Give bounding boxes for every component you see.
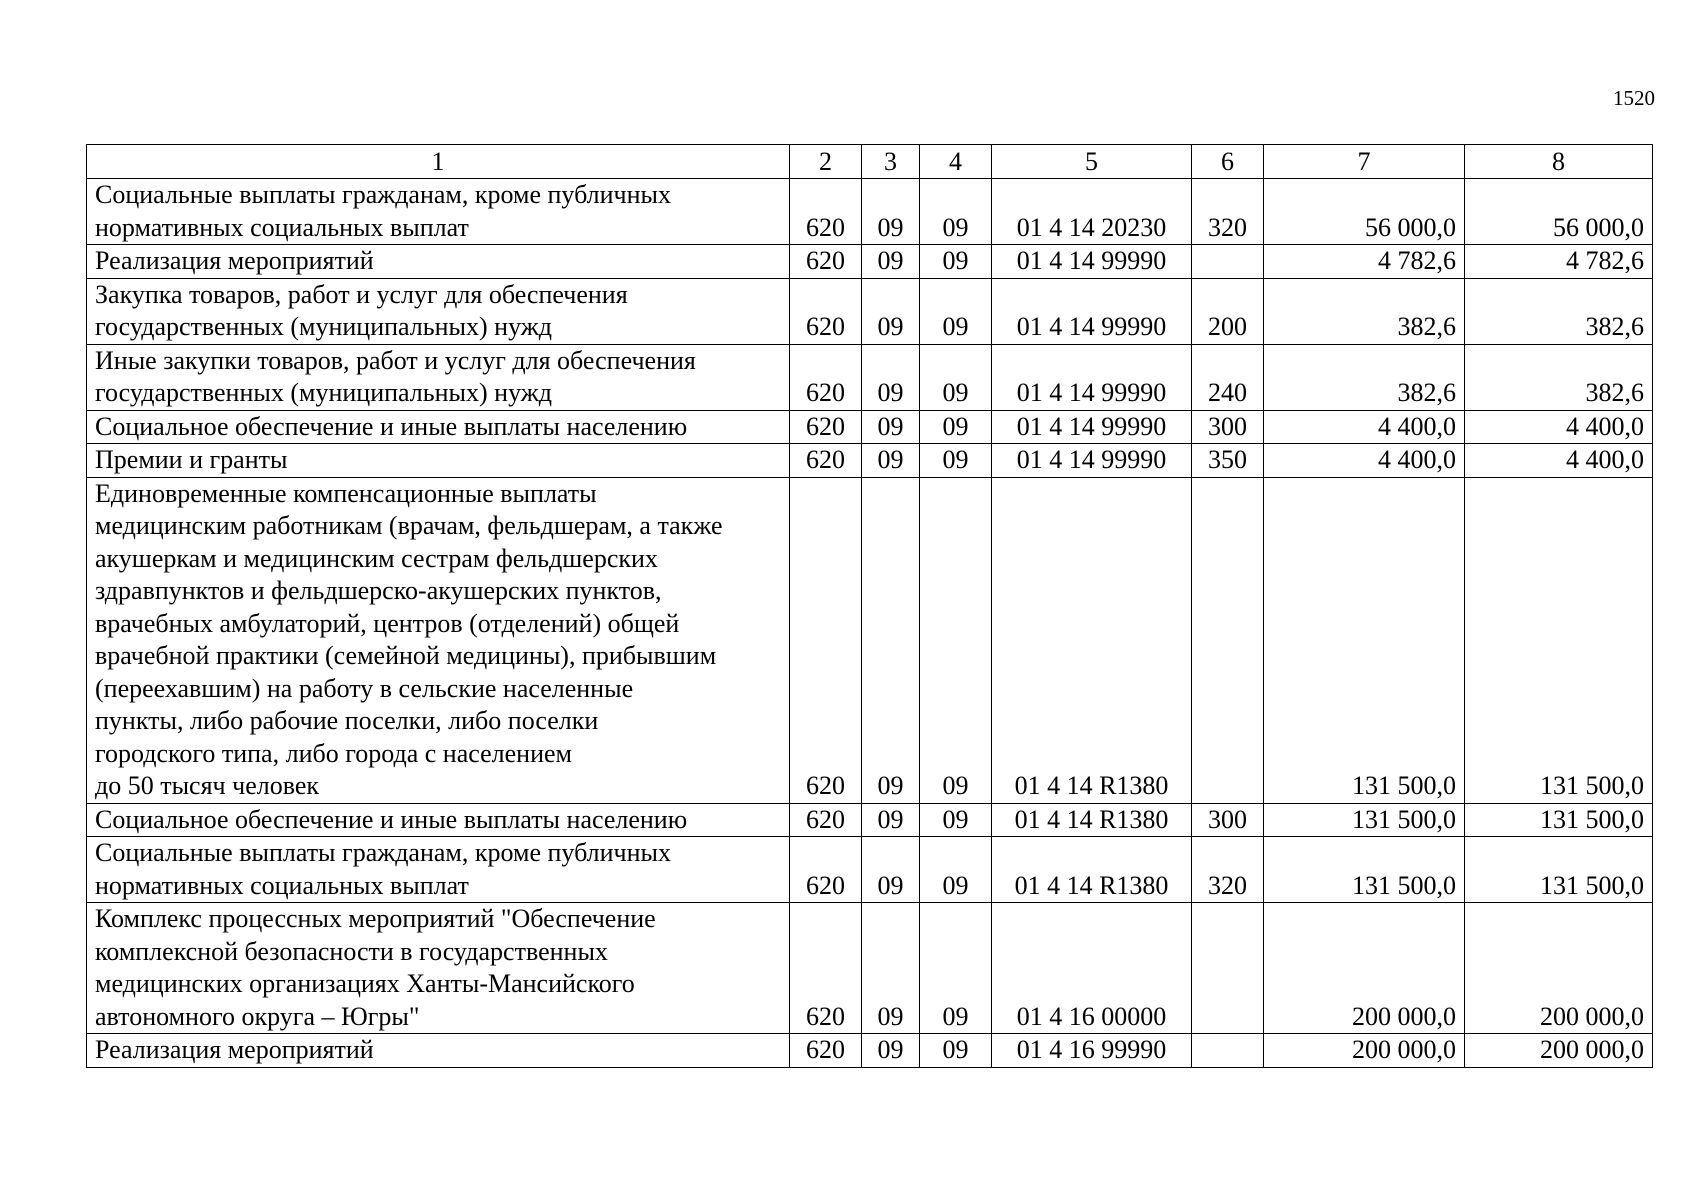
- cell-col-3: 09: [862, 803, 920, 837]
- cell-col-5: 01 4 14 R1380: [992, 803, 1192, 837]
- cell-col-6: 300: [1192, 803, 1264, 837]
- row-name: Иные закупки товаров, работ и услуг для обеспечения государственных (муниципальных) нужд: [87, 344, 790, 410]
- cell-col-7: 56 000,0: [1264, 179, 1465, 245]
- cell-col-8: 4 782,6: [1465, 245, 1653, 279]
- row-name: Социальные выплаты гражданам, кроме публичных нормативных социальных выплат: [87, 179, 790, 245]
- cell-col-7: 382,6: [1264, 344, 1465, 410]
- cell-col-3: 09: [862, 410, 920, 444]
- cell-col-5: 01 4 14 99990: [992, 444, 1192, 478]
- cell-col-6: 320: [1192, 179, 1264, 245]
- cell-col-3: 09: [862, 245, 920, 279]
- cell-col-2: 620: [790, 803, 862, 837]
- row-name: Социальные выплаты гражданам, кроме публичных нормативных социальных выплат: [87, 837, 790, 903]
- cell-col-2: 620: [790, 410, 862, 444]
- cell-col-3: 09: [862, 344, 920, 410]
- column-header: 2: [790, 145, 862, 179]
- cell-col-7: 382,6: [1264, 278, 1465, 344]
- cell-col-3: 09: [862, 278, 920, 344]
- page-number: 1520: [1613, 86, 1655, 110]
- cell-col-2: 620: [790, 1034, 862, 1068]
- row-name: Социальное обеспечение и иные выплаты населению: [87, 803, 790, 837]
- cell-col-3: 09: [862, 179, 920, 245]
- cell-col-4: 09: [920, 444, 992, 478]
- cell-col-4: 09: [920, 179, 992, 245]
- cell-col-8: 4 400,0: [1465, 444, 1653, 478]
- cell-col-4: 09: [920, 344, 992, 410]
- cell-col-6: [1192, 245, 1264, 279]
- row-name: Социальное обеспечение и иные выплаты населению: [87, 410, 790, 444]
- column-header: 1: [87, 145, 790, 179]
- cell-col-2: 620: [790, 903, 862, 1034]
- cell-col-8: 200 000,0: [1465, 1034, 1653, 1068]
- table-row: [87, 245, 1653, 279]
- row-name: Единовременные компенсационные выплаты медицинским работникам (врачам, фельдшерам, а также акушеркам и медицинским сестрам фельдшерских здравпунктов и фельдшерско-акушерских пунктов, врачебных амбулаторий, центров (отделений) общей врачебной практики (семейной медицины), прибывшим (переехавшим) на работу в сельские населенные пункты, либо рабочие поселки, либо поселки городского типа, либо города с населением до 50 тысяч человек: [87, 477, 790, 803]
- cell-col-8: 131 500,0: [1465, 837, 1653, 903]
- cell-col-8: 4 400,0: [1465, 410, 1653, 444]
- cell-col-4: 09: [920, 278, 992, 344]
- cell-col-7: 200 000,0: [1264, 1034, 1465, 1068]
- cell-col-3: 09: [862, 1034, 920, 1068]
- cell-col-2: 620: [790, 278, 862, 344]
- row-name: Премии и гранты: [87, 444, 790, 478]
- cell-col-4: 09: [920, 245, 992, 279]
- budget-table: [86, 144, 1653, 1068]
- cell-col-6: [1192, 903, 1264, 1034]
- table-row: [87, 903, 1653, 1034]
- cell-col-2: 620: [790, 837, 862, 903]
- cell-col-5: 01 4 14 99990: [992, 278, 1192, 344]
- cell-col-5: 01 4 16 00000: [992, 903, 1192, 1034]
- table-row: [87, 179, 1653, 245]
- column-header: 8: [1465, 145, 1653, 179]
- cell-col-6: 200: [1192, 278, 1264, 344]
- cell-col-3: 09: [862, 477, 920, 803]
- cell-col-6: 350: [1192, 444, 1264, 478]
- cell-col-2: 620: [790, 245, 862, 279]
- row-name: Закупка товаров, работ и услуг для обеспечения государственных (муниципальных) нужд: [87, 278, 790, 344]
- cell-col-7: 131 500,0: [1264, 803, 1465, 837]
- table-row: [87, 837, 1653, 903]
- table-row: [87, 803, 1653, 837]
- cell-col-7: 131 500,0: [1264, 477, 1465, 803]
- cell-col-8: 131 500,0: [1465, 477, 1653, 803]
- cell-col-6: 240: [1192, 344, 1264, 410]
- cell-col-5: 01 4 16 99990: [992, 1034, 1192, 1068]
- cell-col-6: 300: [1192, 410, 1264, 444]
- cell-col-3: 09: [862, 903, 920, 1034]
- column-header: 4: [920, 145, 992, 179]
- cell-col-5: 01 4 14 R1380: [992, 837, 1192, 903]
- cell-col-5: 01 4 14 99990: [992, 344, 1192, 410]
- cell-col-2: 620: [790, 179, 862, 245]
- cell-col-3: 09: [862, 444, 920, 478]
- cell-col-4: 09: [920, 477, 992, 803]
- header-row: [87, 145, 1653, 179]
- cell-col-8: 56 000,0: [1465, 179, 1653, 245]
- table-row: [87, 344, 1653, 410]
- cell-col-8: 382,6: [1465, 278, 1653, 344]
- cell-col-5: 01 4 14 99990: [992, 410, 1192, 444]
- row-name: Реализация мероприятий: [87, 1034, 790, 1068]
- table-row: [87, 444, 1653, 478]
- cell-col-6: [1192, 477, 1264, 803]
- cell-col-8: 382,6: [1465, 344, 1653, 410]
- cell-col-5: 01 4 14 20230: [992, 179, 1192, 245]
- cell-col-8: 200 000,0: [1465, 903, 1653, 1034]
- cell-col-6: 320: [1192, 837, 1264, 903]
- table-row: [87, 477, 1653, 803]
- cell-col-4: 09: [920, 1034, 992, 1068]
- table-row: [87, 278, 1653, 344]
- cell-col-6: [1192, 1034, 1264, 1068]
- cell-col-7: 131 500,0: [1264, 837, 1465, 903]
- cell-col-2: 620: [790, 344, 862, 410]
- column-header: 5: [992, 145, 1192, 179]
- cell-col-4: 09: [920, 903, 992, 1034]
- cell-col-7: 200 000,0: [1264, 903, 1465, 1034]
- cell-col-7: 4 782,6: [1264, 245, 1465, 279]
- cell-col-4: 09: [920, 837, 992, 903]
- table-row: [87, 410, 1653, 444]
- cell-col-2: 620: [790, 477, 862, 803]
- cell-col-7: 4 400,0: [1264, 444, 1465, 478]
- row-name: Реализация мероприятий: [87, 245, 790, 279]
- cell-col-8: 131 500,0: [1465, 803, 1653, 837]
- column-header: 3: [862, 145, 920, 179]
- column-header: 6: [1192, 145, 1264, 179]
- cell-col-5: 01 4 14 99990: [992, 245, 1192, 279]
- row-name: Комплекс процессных мероприятий "Обеспечение комплексной безопасности в государственных медицинских организациях Ханты-Мансийского автономного округа – Югры": [87, 903, 790, 1034]
- cell-col-7: 4 400,0: [1264, 410, 1465, 444]
- column-header: 7: [1264, 145, 1465, 179]
- table-body: [87, 179, 1653, 1068]
- cell-col-4: 09: [920, 803, 992, 837]
- cell-col-2: 620: [790, 444, 862, 478]
- cell-col-3: 09: [862, 837, 920, 903]
- cell-col-4: 09: [920, 410, 992, 444]
- cell-col-5: 01 4 14 R1380: [992, 477, 1192, 803]
- table-row: [87, 1034, 1653, 1068]
